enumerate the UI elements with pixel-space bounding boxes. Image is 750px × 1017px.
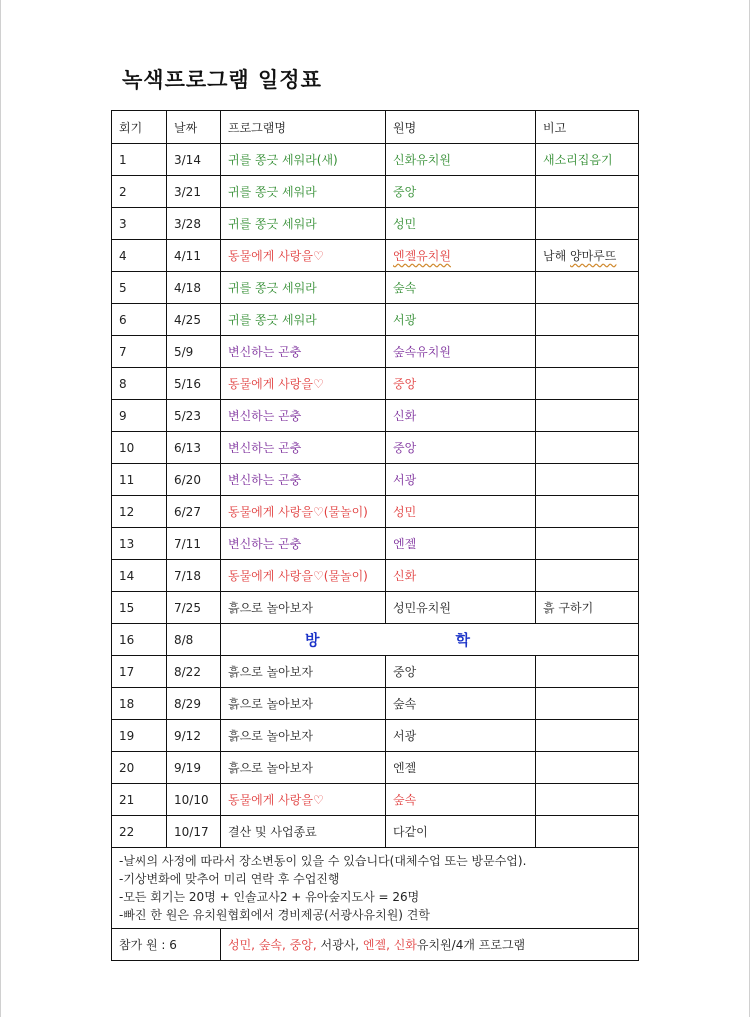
- school-name: 성민: [386, 496, 536, 528]
- session-number: 20: [112, 752, 167, 784]
- remarks: [536, 304, 639, 336]
- session-date: 7/11: [167, 528, 221, 560]
- school-name: 서광: [386, 464, 536, 496]
- session-number: 4: [112, 240, 167, 272]
- note-line: -빠진 한 원은 유치원협회에서 경비제공(서광사유치원) 견학: [119, 908, 430, 922]
- table-row: [112, 272, 639, 304]
- note-line: -날씨의 사정에 따라서 장소변동이 있을 수 있습니다(대체수업 또는 방문수업).: [119, 854, 527, 868]
- session-number: 3: [112, 208, 167, 240]
- remarks: [536, 656, 639, 688]
- remarks: [536, 400, 639, 432]
- remarks: [536, 560, 639, 592]
- school-name: 성민: [386, 208, 536, 240]
- school-name: 중앙: [386, 656, 536, 688]
- session-number: 12: [112, 496, 167, 528]
- program-name: 변신하는 곤충: [221, 400, 386, 432]
- remarks: [536, 272, 639, 304]
- session-date: 4/11: [167, 240, 221, 272]
- remarks: 흙 구하기: [536, 592, 639, 624]
- session-number: 21: [112, 784, 167, 816]
- remarks: [536, 368, 639, 400]
- program-name: 동물에게 사랑을♡: [221, 240, 386, 272]
- table-row: [112, 144, 639, 176]
- session-number: 19: [112, 720, 167, 752]
- page-title: 녹색프로그램 일정표: [122, 68, 322, 92]
- program-name: 변신하는 곤충: [221, 336, 386, 368]
- table-row: [112, 240, 639, 272]
- table-row: [112, 592, 639, 624]
- remarks-underlined: 양마루뜨: [570, 249, 617, 263]
- session-number: 7: [112, 336, 167, 368]
- table-row: [112, 464, 639, 496]
- remarks: [536, 528, 639, 560]
- vacation-char-1: 방: [305, 631, 320, 649]
- school-name: 중앙: [386, 432, 536, 464]
- session-number: 9: [112, 400, 167, 432]
- school-name: 엔젤: [386, 752, 536, 784]
- program-name: 결산 및 사업종료: [221, 816, 386, 848]
- program-name: 귀를 쫑긋 세워라(새): [221, 144, 386, 176]
- school-name: 숲속유치원: [386, 336, 536, 368]
- program-name: 동물에게 사랑을♡: [221, 368, 386, 400]
- table-row: [112, 400, 639, 432]
- remarks: 남해 양마루뜨: [536, 240, 639, 272]
- header-cell-school: 원명: [386, 111, 536, 144]
- participants-list: [221, 929, 639, 961]
- session-number: 1: [112, 144, 167, 176]
- program-name: 귀를 쫑긋 세워라: [221, 272, 386, 304]
- program-name: 흙으로 놀아보자: [221, 720, 386, 752]
- school-name: 엔젤: [386, 528, 536, 560]
- remarks: [536, 816, 639, 848]
- program-name: 변신하는 곤충: [221, 432, 386, 464]
- table-row: [112, 176, 639, 208]
- program-name: 변신하는 곤충: [221, 528, 386, 560]
- session-date: 10/17: [167, 816, 221, 848]
- session-date: 4/18: [167, 272, 221, 304]
- participant-text: 서광사,: [320, 938, 363, 952]
- school-name: 다같이: [386, 816, 536, 848]
- session-date: 5/16: [167, 368, 221, 400]
- notes-row: [112, 848, 639, 929]
- session-number: 10: [112, 432, 167, 464]
- participants-label: 참가 원 : 6: [112, 929, 221, 961]
- session-number: 5: [112, 272, 167, 304]
- session-date: 7/25: [167, 592, 221, 624]
- session-date: 3/14: [167, 144, 221, 176]
- session-date: 6/27: [167, 496, 221, 528]
- table-row: [112, 336, 639, 368]
- session-date: 6/20: [167, 464, 221, 496]
- session-number: 17: [112, 656, 167, 688]
- school-name: 성민유치원: [386, 592, 536, 624]
- school-name: 중앙: [386, 368, 536, 400]
- program-name: 흙으로 놀아보자: [221, 656, 386, 688]
- table-row: [112, 528, 639, 560]
- notes-cell: [112, 848, 639, 929]
- table-row: [112, 656, 639, 688]
- program-name: 흙으로 놀아보자: [221, 592, 386, 624]
- session-number: 11: [112, 464, 167, 496]
- table-row: [112, 496, 639, 528]
- session-date: 5/23: [167, 400, 221, 432]
- session-number: 2: [112, 176, 167, 208]
- session-number: 13: [112, 528, 167, 560]
- program-name: 변신하는 곤충: [221, 464, 386, 496]
- remarks: [536, 464, 639, 496]
- vacation-label: [221, 624, 639, 656]
- vacation-char-2: 학: [455, 631, 470, 649]
- session-date: 3/28: [167, 208, 221, 240]
- session-number: 8: [112, 368, 167, 400]
- program-name: 귀를 쫑긋 세워라: [221, 304, 386, 336]
- session-date: 7/18: [167, 560, 221, 592]
- session-date: 4/25: [167, 304, 221, 336]
- table-row: [112, 720, 639, 752]
- school-name: 엔젤유치원: [386, 240, 536, 272]
- vacation-row: [112, 624, 639, 656]
- school-name: 서광: [386, 720, 536, 752]
- table-row: [112, 784, 639, 816]
- remarks: [536, 432, 639, 464]
- session-date: 8/29: [167, 688, 221, 720]
- school-name: 신화유치원: [386, 144, 536, 176]
- session-number: 22: [112, 816, 167, 848]
- school-name: 숲속: [386, 784, 536, 816]
- table-row: [112, 304, 639, 336]
- table-row: [112, 688, 639, 720]
- remarks: [536, 208, 639, 240]
- school-name: 숲속: [386, 272, 536, 304]
- session-date: 5/9: [167, 336, 221, 368]
- session-date: 8/22: [167, 656, 221, 688]
- header-cell-program: 프로그램명: [221, 111, 386, 144]
- table-header-row: [112, 111, 639, 144]
- table-row: [112, 560, 639, 592]
- table-row: [112, 432, 639, 464]
- school-name: 숲속: [386, 688, 536, 720]
- participant-text: 숲속,: [258, 938, 290, 952]
- remarks: [536, 688, 639, 720]
- table-row: [112, 208, 639, 240]
- school-name: 신화: [386, 400, 536, 432]
- table-row: [112, 752, 639, 784]
- remarks: [536, 176, 639, 208]
- table-row: [112, 816, 639, 848]
- session-number: 6: [112, 304, 167, 336]
- table-row: [112, 368, 639, 400]
- participant-text: 중앙,: [289, 938, 321, 952]
- session-number: 15: [112, 592, 167, 624]
- page-edge: [0, 0, 1, 1017]
- session-date: 3/21: [167, 176, 221, 208]
- session-date: 6/13: [167, 432, 221, 464]
- header-cell-session: 회기: [112, 111, 167, 144]
- program-name: 흙으로 놀아보자: [221, 688, 386, 720]
- session-number: 16: [112, 624, 167, 656]
- session-date: 10/10: [167, 784, 221, 816]
- program-name: 귀를 쫑긋 세워라: [221, 208, 386, 240]
- program-name: 귀를 쫑긋 세워라: [221, 176, 386, 208]
- note-line: -기상변화에 맞추어 미리 연락 후 수업진행: [119, 872, 340, 886]
- session-date: 9/19: [167, 752, 221, 784]
- header-cell-remarks: 비고: [536, 111, 639, 144]
- participant-text: 엔젤,: [362, 938, 394, 952]
- remarks: [536, 336, 639, 368]
- program-name: 동물에게 사랑을♡(물놀이): [221, 560, 386, 592]
- program-name: 동물에게 사랑을♡(물놀이): [221, 496, 386, 528]
- session-number: 14: [112, 560, 167, 592]
- session-date: 9/12: [167, 720, 221, 752]
- participant-text: 유치원/4개 프로그램: [416, 938, 526, 952]
- participant-text: 신화: [393, 938, 417, 952]
- program-name: 동물에게 사랑을♡: [221, 784, 386, 816]
- school-name: 중앙: [386, 176, 536, 208]
- remarks: 새소리집음기: [536, 144, 639, 176]
- remarks: [536, 784, 639, 816]
- note-line: -모든 회기는 20명 + 인솔교사2 + 유아숲지도사 = 26명: [119, 890, 420, 904]
- remarks: [536, 752, 639, 784]
- school-name: 서광: [386, 304, 536, 336]
- participants-row: [112, 929, 639, 961]
- program-name: 흙으로 놀아보자: [221, 752, 386, 784]
- session-date: 8/8: [167, 624, 221, 656]
- schedule-table: [111, 110, 639, 961]
- participant-text: 성민,: [228, 938, 259, 952]
- remarks: [536, 720, 639, 752]
- header-cell-date: 날짜: [167, 111, 221, 144]
- session-number: 18: [112, 688, 167, 720]
- school-name: 신화: [386, 560, 536, 592]
- remarks: [536, 496, 639, 528]
